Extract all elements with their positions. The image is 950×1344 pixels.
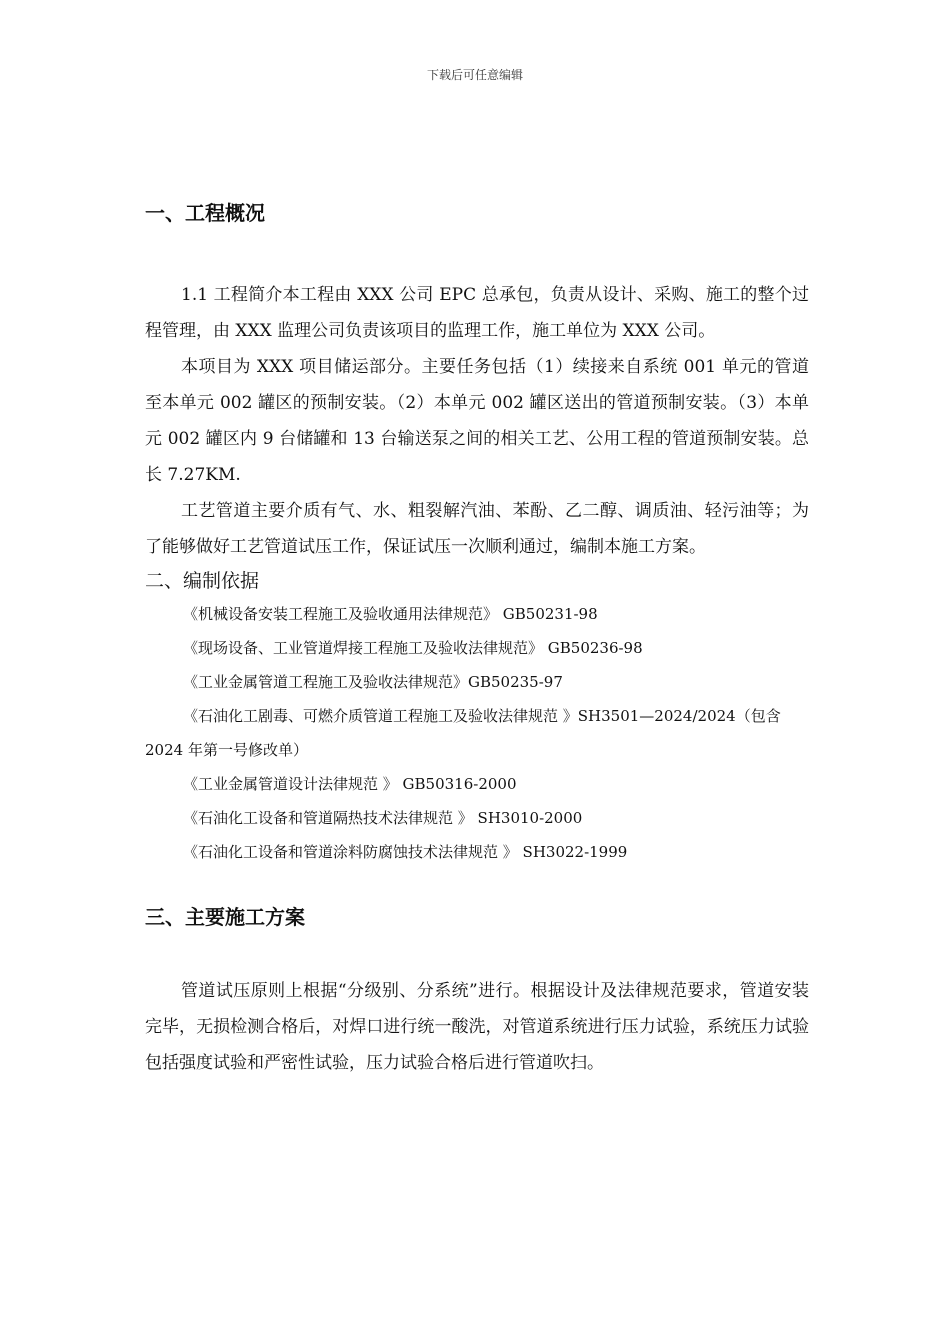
reference-item: 《石油化工设备和管道隔热技术法律规范 》 SH3010-2000 — [183, 809, 583, 827]
section-3-paragraph-1: 管道试压原则上根据“分级别、分系统”进行。根据设计及法律规范要求，管道安装完毕，无损检测合格后，对焊口进行统一酸洗，对管道系统进行压力试验，系统压力试验包括强度试验和严密性试验，压力试验合格后进行管道吹扫。 — [145, 981, 809, 1073]
reference-item: 《现场设备、工业管道焊接工程施工及验收法律规范》 GB50236-98 — [183, 639, 643, 657]
reference-item: 《工业金属管道设计法律规范 》 GB50316-2000 — [183, 775, 517, 793]
section-1-paragraph-3: 工艺管道主要介质有气、水、粗裂解汽油、苯酚、乙二醇、调质油、轻污油等；为了能够做好工艺管道试压工作，保证试压一次顺利通过，编制本施工方案。 — [145, 501, 809, 557]
reference-item: 《工业金属管道工程施工及验收法律规范》GB50235-97 — [183, 673, 563, 691]
section-1-paragraph-2: 本项目为 XXX 项目储运部分。主要任务包括（1）续接来自系统 001 单元的管道至本单元 002 罐区的预制安装。（2）本单元 002 罐区送出的管道预制安装。（3）本单元 002 罐区内 9 台储罐和 13 台输送泵之间的相关工艺、公用工程的管道预制安装。总长 7.27KM. — [145, 357, 809, 485]
section-2-title: 二、编制依据 — [145, 570, 260, 592]
reference-item: 《机械设备安装工程施工及验收通用法律规范》 GB50231-98 — [183, 605, 598, 623]
section-3-title: 三、主要施工方案 — [145, 905, 305, 929]
reference-item: 《石油化工剧毒、可燃介质管道工程施工及验收法律规范 》SH3501—2024/2024（包含 2024 年第一号修改单） — [145, 707, 781, 759]
document-body — [145, 195, 809, 1081]
section-1-paragraph-1: 1.1 工程简介本工程由 XXX 公司 EPC 总承包，负责从设计、采购、施工的整个过程管理，由 XXX 监理公司负责该项目的监理工作，施工单位为 XXX 公司。 — [145, 285, 809, 341]
header-note: 下载后可任意编辑 — [426, 68, 523, 82]
section-1-title: 一、工程概况 — [145, 201, 265, 225]
reference-item: 《石油化工设备和管道涂料防腐蚀技术法律规范 》 SH3022-1999 — [183, 843, 628, 861]
